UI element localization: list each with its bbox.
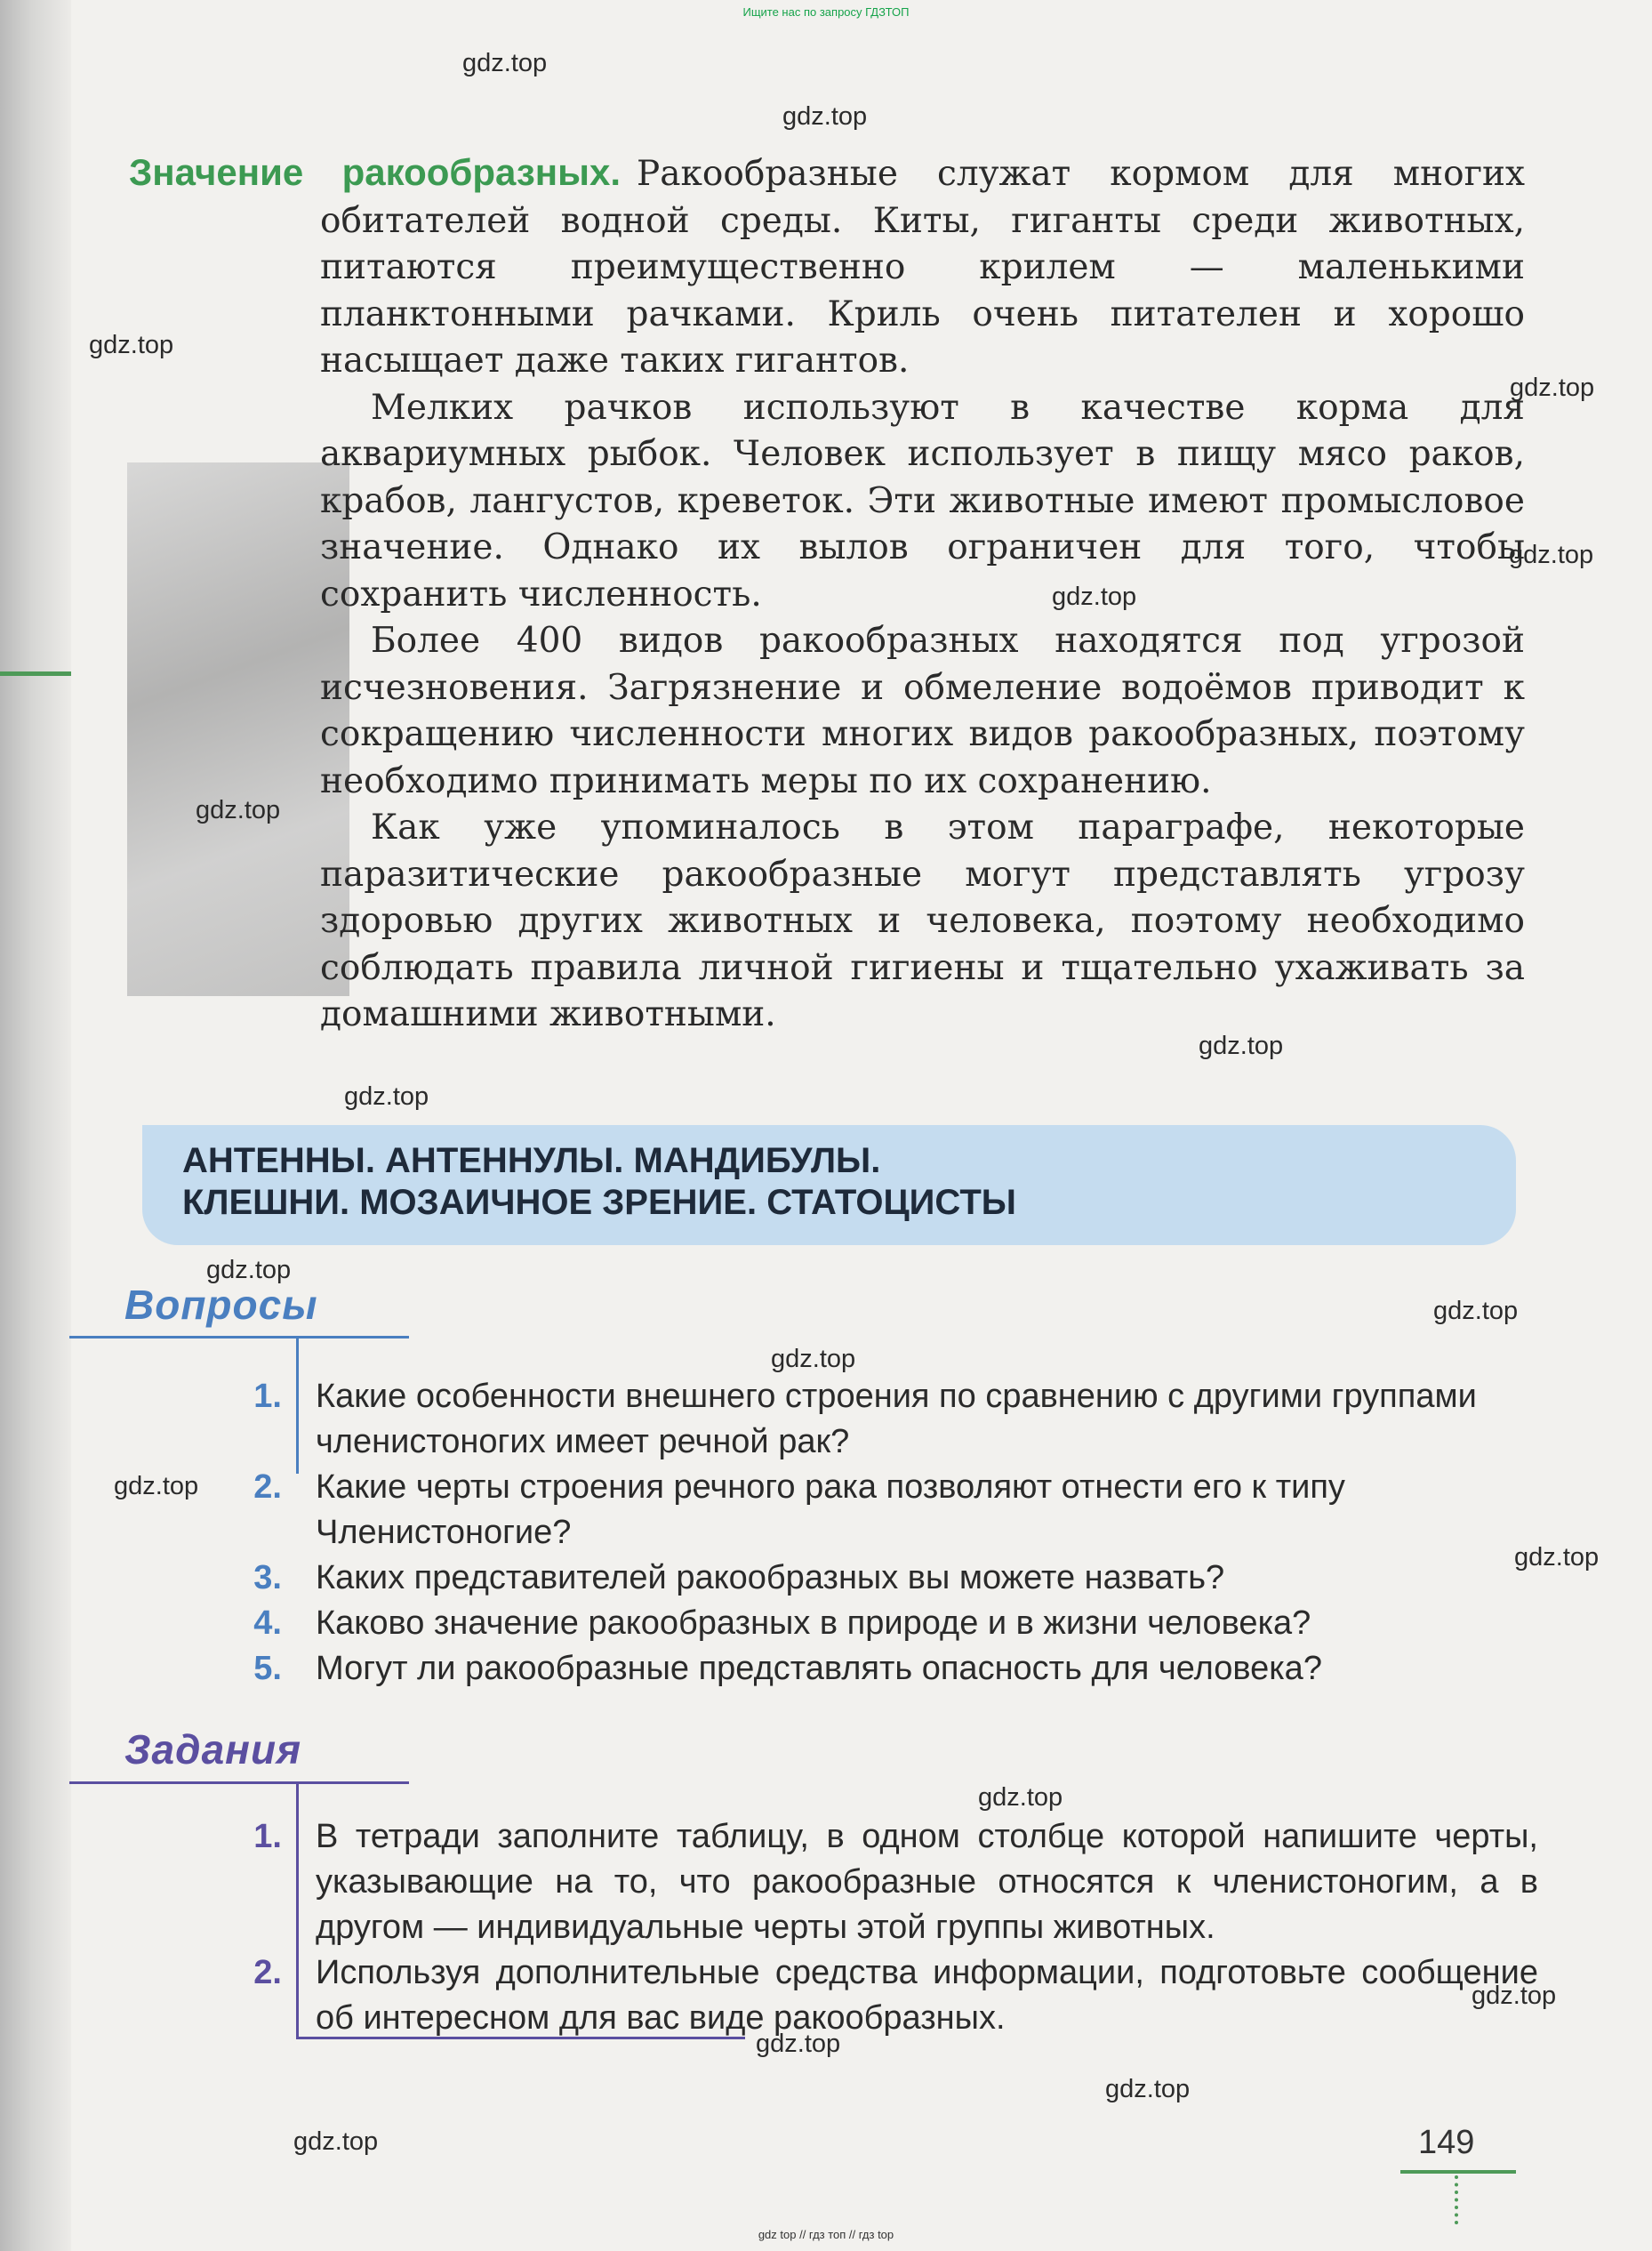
watermark: gdz.top [1510, 374, 1595, 402]
watermark: gdz.top [89, 331, 174, 359]
watermark: gdz.top [1514, 1543, 1600, 1572]
section-title: Значение ракообразных. [129, 151, 622, 193]
watermark: gdz.top [196, 796, 281, 824]
watermark: gdz.top [978, 1783, 1063, 1812]
list-item [240, 1556, 1538, 1601]
top-search-note: Ищите нас по запросу ГДЗТОП [742, 5, 910, 19]
list-item [240, 1465, 1538, 1556]
list-item [240, 1601, 1538, 1646]
watermark: gdz.top [206, 1256, 292, 1284]
watermark: gdz.top [1472, 1982, 1557, 2010]
list-item [240, 1814, 1538, 1950]
watermark: gdz.top [1105, 2075, 1191, 2103]
item-text: Каких представителей ракообразных вы можете назвать? [316, 1559, 1225, 1596]
item-number: 3. [253, 1559, 282, 1596]
watermark: gdz.top [782, 102, 868, 131]
paragraph: Мелких рачков используют в качестве корма для аквариумных рыбок. Человек использует в пищу мясо раков, крабов, лангустов, креветок. Эти животные имеют промысловое значение. Однако их вылов ограничен для того, чтобы сохранить численность. [320, 387, 1525, 615]
watermark: gdz.top [344, 1082, 429, 1111]
watermark: gdz.top [1509, 541, 1594, 569]
item-text: Могут ли ракообразные представлять опасность для человека? [316, 1650, 1322, 1687]
watermark: gdz.top [756, 2030, 841, 2058]
item-number: 4. [253, 1604, 282, 1642]
tasks-list [240, 1814, 1538, 2041]
item-number: 5. [253, 1650, 282, 1687]
paragraph: Более 400 видов ракообразных находятся под угрозой исчезновения. Загрязнение и обмеление водоёмов приводит к сокращению численности многих видов ракообразных, поэтому необходимо принимать меры по их сохранению. [320, 621, 1525, 801]
paragraph [129, 149, 1525, 385]
margin-accent-line [0, 671, 71, 676]
tasks-underline [69, 1781, 409, 1784]
list-item [240, 1374, 1538, 1465]
item-text: Какие черты строения речного рака позволяют отнести его к типу Членистоногие? [316, 1468, 1345, 1551]
page-binding-edge [0, 0, 71, 2251]
watermark: gdz.top [293, 2127, 379, 2156]
item-number: 2. [253, 1954, 282, 1991]
item-text: Используя дополнительные средства информации, подготовьте сообщение об интересном для вас виде ракообразных. [316, 1954, 1538, 2037]
bottom-note: gdz top // гдз топ // гдз top [758, 2228, 894, 2241]
watermark: gdz.top [771, 1345, 856, 1373]
list-item [240, 1646, 1538, 1692]
terms-banner-text [182, 1140, 1498, 1224]
section-importance [129, 149, 1525, 1039]
terms-line: КЛЕШНИ. МОЗАИЧНОЕ ЗРЕНИЕ. СТАТОЦИСТЫ [182, 1183, 1016, 1222]
page-number: 149 [1418, 2124, 1475, 2161]
item-text: Какие особенности внешнего строения по сравнению с другими группами членистоногих имеет речной рак? [316, 1378, 1477, 1460]
questions-list [240, 1374, 1538, 1692]
item-number: 1. [253, 1378, 282, 1415]
item-text: Каково значение ракообразных в природе и в жизни человека? [316, 1604, 1311, 1642]
paragraph-text: Ракообразные служат кормом для многих обитателей водной среды. Киты, гиганты среди животных, питаются преимущественно крилем — маленькими планктонными рачками. Криль очень питателен и хорошо насыщает даже таких гигантов. [320, 154, 1525, 381]
list-item [240, 1950, 1538, 2041]
terms-line: АНТЕННЫ. АНТЕННУЛЫ. МАНДИБУЛЫ. [182, 1141, 881, 1180]
item-number: 1. [253, 1818, 282, 1855]
questions-title: Вопросы [124, 1282, 318, 1328]
watermark: gdz.top [1199, 1032, 1284, 1060]
questions-underline [69, 1336, 409, 1339]
watermark: gdz.top [114, 1472, 199, 1500]
item-text: В тетради заполните таблицу, в одном столбце которой напишите черты, указывающие на то, что ракообразные относятся к членистоногим, а в другом — индивидуальные черты этой группы животных. [316, 1818, 1538, 1946]
watermark: gdz.top [1052, 583, 1137, 611]
page-number-dots [1455, 2175, 1462, 2224]
watermark: gdz.top [462, 49, 548, 77]
paragraph: Как уже упоминалось в этом параграфе, некоторые паразитические ракообразные могут представлять угрозу здоровью других животных и человека, поэтому необходимо соблюдать правила личной гигиены и тщательно ухаживать за домашними животными. [320, 808, 1525, 1034]
page-number-line [1400, 2170, 1516, 2174]
item-number: 2. [253, 1468, 282, 1506]
tasks-title: Задания [124, 1726, 302, 1773]
watermark: gdz.top [1433, 1297, 1519, 1325]
